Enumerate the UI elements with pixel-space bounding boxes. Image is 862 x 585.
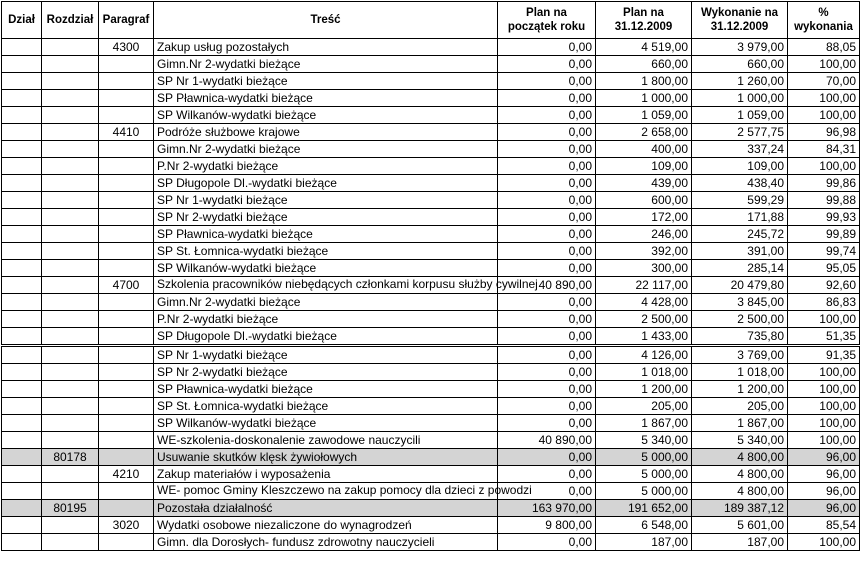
cell-wykonanie: 171,88 [692, 209, 788, 226]
table-row [2, 311, 860, 328]
cell-procent: 100,00 [788, 311, 860, 328]
cell-rozdzial [42, 73, 99, 90]
cell-rozdzial [42, 381, 99, 398]
table-row [2, 56, 860, 73]
cell-tresc: SP Nr 1-wydatki bieżące [154, 346, 498, 364]
cell-plan-start: 0,00 [498, 294, 596, 311]
header-paragraf: Paragraf [99, 2, 154, 39]
cell-wykonanie: 660,00 [692, 56, 788, 73]
table-row [2, 39, 860, 56]
cell-procent: 92,60 [788, 277, 860, 294]
cell-dzial [2, 346, 42, 364]
cell-wykonanie: 4 800,00 [692, 466, 788, 483]
cell-dzial [2, 517, 42, 534]
cell-procent: 100,00 [788, 415, 860, 432]
cell-wykonanie: 4 800,00 [692, 449, 788, 466]
cell-wykonanie: 1 867,00 [692, 415, 788, 432]
cell-plan-start: 0,00 [498, 483, 596, 500]
cell-rozdzial [42, 209, 99, 226]
cell-tresc: SP Pławnica-wydatki bieżące [154, 90, 498, 107]
cell-paragraf [99, 500, 154, 517]
cell-procent: 96,00 [788, 449, 860, 466]
cell-dzial [2, 39, 42, 56]
table-body [2, 39, 860, 551]
cell-procent: 100,00 [788, 107, 860, 124]
table-row [2, 124, 860, 141]
cell-rozdzial [42, 124, 99, 141]
cell-plan-start: 0,00 [498, 124, 596, 141]
cell-rozdzial [42, 260, 99, 277]
cell-procent: 96,98 [788, 124, 860, 141]
cell-wykonanie: 5 601,00 [692, 517, 788, 534]
cell-wykonanie: 189 387,12 [692, 500, 788, 517]
cell-tresc: SP Nr 1-wydatki bieżące [154, 192, 498, 209]
cell-plan-end: 191 652,00 [596, 500, 692, 517]
cell-rozdzial [42, 107, 99, 124]
cell-rozdzial [42, 56, 99, 73]
cell-tresc: Gimn.Nr 2-wydatki bieżące [154, 141, 498, 158]
table-row [2, 483, 860, 500]
cell-rozdzial [42, 39, 99, 56]
cell-tresc: SP Nr 2-wydatki bieżące [154, 364, 498, 381]
table-row [2, 328, 860, 346]
cell-wykonanie: 3 979,00 [692, 39, 788, 56]
cell-rozdzial: 80195 [42, 500, 99, 517]
cell-rozdzial [42, 398, 99, 415]
cell-paragraf [99, 328, 154, 346]
cell-procent: 88,05 [788, 39, 860, 56]
cell-plan-start: 0,00 [498, 364, 596, 381]
cell-tresc: Zakup materiałów i wyposażenia [154, 466, 498, 483]
cell-plan-end: 4 126,00 [596, 346, 692, 364]
cell-procent: 99,89 [788, 226, 860, 243]
cell-plan-end: 246,00 [596, 226, 692, 243]
cell-plan-start: 0,00 [498, 158, 596, 175]
cell-plan-start: 0,00 [498, 175, 596, 192]
cell-tresc: SP Wilkanów-wydatki bieżące [154, 260, 498, 277]
cell-rozdzial [42, 346, 99, 364]
cell-dzial [2, 311, 42, 328]
cell-procent: 95,05 [788, 260, 860, 277]
cell-rozdzial [42, 364, 99, 381]
cell-paragraf [99, 260, 154, 277]
cell-plan-start: 9 800,00 [498, 517, 596, 534]
cell-paragraf [99, 381, 154, 398]
cell-dzial [2, 398, 42, 415]
table-row [2, 209, 860, 226]
cell-procent: 84,31 [788, 141, 860, 158]
cell-tresc: SP St. Łomnica-wydatki bieżące [154, 243, 498, 260]
cell-procent: 100,00 [788, 381, 860, 398]
cell-plan-start: 0,00 [498, 141, 596, 158]
cell-plan-end: 5 000,00 [596, 466, 692, 483]
cell-dzial [2, 56, 42, 73]
cell-paragraf [99, 209, 154, 226]
cell-paragraf: 4210 [99, 466, 154, 483]
cell-tresc: SP Długopole Dl.-wydatki bieżące [154, 175, 498, 192]
cell-plan-end: 22 117,00 [596, 277, 692, 294]
cell-tresc: SP Nr 1-wydatki bieżące [154, 73, 498, 90]
cell-wykonanie: 245,72 [692, 226, 788, 243]
cell-wykonanie: 1 200,00 [692, 381, 788, 398]
cell-paragraf [99, 398, 154, 415]
cell-tresc: Wydatki osobowe niezaliczone do wynagrodzeń [154, 517, 498, 534]
cell-dzial [2, 415, 42, 432]
cell-plan-start: 0,00 [498, 226, 596, 243]
cell-plan-start: 0,00 [498, 107, 596, 124]
cell-procent: 100,00 [788, 364, 860, 381]
cell-plan-start: 0,00 [498, 381, 596, 398]
cell-plan-end: 1 867,00 [596, 415, 692, 432]
cell-wykonanie: 1 260,00 [692, 73, 788, 90]
cell-plan-start: 40 890,00 [498, 277, 596, 294]
header-wykonanie: Wykonanie na 31.12.2009 [692, 2, 788, 39]
cell-dzial [2, 466, 42, 483]
table-row [2, 277, 860, 294]
cell-plan-end: 400,00 [596, 141, 692, 158]
table-row [2, 73, 860, 90]
cell-plan-end: 5 340,00 [596, 432, 692, 449]
cell-paragraf [99, 294, 154, 311]
cell-wykonanie: 1 018,00 [692, 364, 788, 381]
cell-plan-start: 0,00 [498, 534, 596, 551]
cell-plan-start: 0,00 [498, 466, 596, 483]
cell-tresc: Szkolenia pracowników niebędących członkami korpusu służby cywilnej [154, 277, 498, 294]
cell-paragraf [99, 311, 154, 328]
cell-plan-end: 4 428,00 [596, 294, 692, 311]
table-row [2, 141, 860, 158]
cell-plan-end: 1 018,00 [596, 364, 692, 381]
cell-plan-start: 0,00 [498, 260, 596, 277]
cell-rozdzial [42, 415, 99, 432]
cell-tresc: SP St. Łomnica-wydatki bieżące [154, 398, 498, 415]
table-row [2, 449, 860, 466]
cell-wykonanie: 2 577,75 [692, 124, 788, 141]
cell-plan-start: 0,00 [498, 311, 596, 328]
cell-procent: 99,93 [788, 209, 860, 226]
cell-paragraf [99, 158, 154, 175]
table-row [2, 398, 860, 415]
table-row [2, 90, 860, 107]
table-row [2, 260, 860, 277]
cell-wykonanie: 109,00 [692, 158, 788, 175]
cell-wykonanie: 1 000,00 [692, 90, 788, 107]
table-row [2, 500, 860, 517]
cell-plan-end: 2 500,00 [596, 311, 692, 328]
cell-tresc: Gimn.Nr 2-wydatki bieżące [154, 294, 498, 311]
cell-dzial [2, 192, 42, 209]
cell-wykonanie: 187,00 [692, 534, 788, 551]
cell-procent: 96,00 [788, 500, 860, 517]
cell-tresc: Usuwanie skutków klęsk żywiołowych [154, 449, 498, 466]
cell-paragraf [99, 449, 154, 466]
cell-dzial [2, 141, 42, 158]
cell-tresc: Zakup usług pozostałych [154, 39, 498, 56]
cell-plan-start: 0,00 [498, 398, 596, 415]
cell-plan-end: 1 800,00 [596, 73, 692, 90]
cell-plan-start: 0,00 [498, 56, 596, 73]
cell-procent: 96,00 [788, 483, 860, 500]
cell-paragraf [99, 141, 154, 158]
cell-paragraf [99, 432, 154, 449]
cell-paragraf [99, 243, 154, 260]
cell-wykonanie: 5 340,00 [692, 432, 788, 449]
header-rozdzial: Rozdział [42, 2, 99, 39]
cell-dzial [2, 226, 42, 243]
cell-tresc: SP Nr 2-wydatki bieżące [154, 209, 498, 226]
cell-paragraf [99, 192, 154, 209]
cell-paragraf [99, 107, 154, 124]
cell-procent: 99,88 [788, 192, 860, 209]
cell-wykonanie: 1 059,00 [692, 107, 788, 124]
table-row [2, 364, 860, 381]
cell-tresc: Pozostała działalność [154, 500, 498, 517]
cell-wykonanie: 3 845,00 [692, 294, 788, 311]
cell-plan-start: 0,00 [498, 192, 596, 209]
cell-dzial [2, 73, 42, 90]
table-row [2, 226, 860, 243]
cell-procent: 96,00 [788, 466, 860, 483]
cell-procent: 70,00 [788, 73, 860, 90]
table-row [2, 534, 860, 551]
cell-plan-end: 187,00 [596, 534, 692, 551]
cell-plan-end: 1 059,00 [596, 107, 692, 124]
cell-plan-end: 2 658,00 [596, 124, 692, 141]
cell-plan-start: 0,00 [498, 209, 596, 226]
header-row [2, 2, 860, 39]
cell-plan-end: 172,00 [596, 209, 692, 226]
header-dzial: Dział [2, 2, 42, 39]
cell-plan-start: 0,00 [498, 243, 596, 260]
cell-rozdzial [42, 534, 99, 551]
cell-rozdzial: 80178 [42, 449, 99, 466]
cell-paragraf [99, 226, 154, 243]
cell-plan-start: 0,00 [498, 415, 596, 432]
cell-wykonanie: 2 500,00 [692, 311, 788, 328]
cell-tresc: WE-szkolenia-doskonalenie zawodowe nauczycili [154, 432, 498, 449]
cell-dzial [2, 294, 42, 311]
cell-plan-start: 0,00 [498, 39, 596, 56]
table-row [2, 294, 860, 311]
cell-paragraf [99, 346, 154, 364]
cell-paragraf [99, 534, 154, 551]
cell-plan-end: 109,00 [596, 158, 692, 175]
cell-procent: 100,00 [788, 534, 860, 551]
cell-wykonanie: 20 479,80 [692, 277, 788, 294]
cell-rozdzial [42, 483, 99, 500]
cell-plan-end: 660,00 [596, 56, 692, 73]
table-row [2, 466, 860, 483]
cell-tresc: Gimn.Nr 2-wydatki bieżące [154, 56, 498, 73]
cell-plan-start: 0,00 [498, 73, 596, 90]
cell-wykonanie: 3 769,00 [692, 346, 788, 364]
cell-tresc: Podróże służbowe krajowe [154, 124, 498, 141]
cell-dzial [2, 483, 42, 500]
table-row [2, 415, 860, 432]
cell-wykonanie: 205,00 [692, 398, 788, 415]
cell-plan-end: 1 200,00 [596, 381, 692, 398]
cell-tresc: P.Nr 2-wydatki bieżące [154, 311, 498, 328]
cell-rozdzial [42, 517, 99, 534]
cell-procent: 99,86 [788, 175, 860, 192]
cell-plan-start: 0,00 [498, 346, 596, 364]
header-plan-start: Plan na początek roku [498, 2, 596, 39]
table-row [2, 432, 860, 449]
cell-wykonanie: 337,24 [692, 141, 788, 158]
cell-plan-end: 4 519,00 [596, 39, 692, 56]
cell-plan-start: 0,00 [498, 328, 596, 346]
table-row [2, 192, 860, 209]
cell-plan-end: 5 000,00 [596, 449, 692, 466]
cell-dzial [2, 175, 42, 192]
cell-wykonanie: 4 800,00 [692, 483, 788, 500]
header-plan-end: Plan na 31.12.2009 [596, 2, 692, 39]
cell-plan-start: 0,00 [498, 90, 596, 107]
table-row [2, 346, 860, 364]
cell-rozdzial [42, 294, 99, 311]
cell-wykonanie: 599,29 [692, 192, 788, 209]
cell-rozdzial [42, 277, 99, 294]
cell-rozdzial [42, 141, 99, 158]
cell-tresc: SP Długopole Dl.-wydatki bieżące [154, 328, 498, 346]
cell-rozdzial [42, 175, 99, 192]
table-row [2, 243, 860, 260]
cell-plan-end: 439,00 [596, 175, 692, 192]
cell-procent: 100,00 [788, 432, 860, 449]
cell-dzial [2, 158, 42, 175]
cell-paragraf: 3020 [99, 517, 154, 534]
cell-procent: 91,35 [788, 346, 860, 364]
cell-dzial [2, 90, 42, 107]
table-row [2, 107, 860, 124]
cell-dzial [2, 364, 42, 381]
cell-paragraf: 4300 [99, 39, 154, 56]
cell-plan-end: 600,00 [596, 192, 692, 209]
cell-paragraf [99, 90, 154, 107]
cell-wykonanie: 285,14 [692, 260, 788, 277]
cell-dzial [2, 209, 42, 226]
header-tresc: Treść [154, 2, 498, 39]
cell-dzial [2, 260, 42, 277]
cell-procent: 100,00 [788, 398, 860, 415]
cell-wykonanie: 735,80 [692, 328, 788, 346]
cell-paragraf: 4410 [99, 124, 154, 141]
header-procent: % wykonania [788, 2, 860, 39]
cell-dzial [2, 449, 42, 466]
cell-plan-start: 163 970,00 [498, 500, 596, 517]
cell-plan-end: 6 548,00 [596, 517, 692, 534]
cell-plan-end: 300,00 [596, 260, 692, 277]
cell-tresc: P.Nr 2-wydatki bieżące [154, 158, 498, 175]
cell-rozdzial [42, 226, 99, 243]
cell-paragraf [99, 483, 154, 500]
cell-dzial [2, 124, 42, 141]
cell-rozdzial [42, 432, 99, 449]
cell-rozdzial [42, 243, 99, 260]
budget-table [1, 1, 860, 551]
cell-procent: 51,35 [788, 328, 860, 346]
cell-tresc: SP Pławnica-wydatki bieżące [154, 226, 498, 243]
cell-paragraf [99, 415, 154, 432]
cell-paragraf [99, 56, 154, 73]
cell-plan-end: 5 000,00 [596, 483, 692, 500]
cell-dzial [2, 277, 42, 294]
cell-dzial [2, 432, 42, 449]
cell-dzial [2, 534, 42, 551]
cell-wykonanie: 391,00 [692, 243, 788, 260]
cell-tresc: WE- pomoc Gminy Kleszczewo na zakup pomocy dla dzieci z powodzi [154, 483, 498, 500]
table-row [2, 517, 860, 534]
cell-plan-end: 392,00 [596, 243, 692, 260]
cell-rozdzial [42, 328, 99, 346]
table-row [2, 175, 860, 192]
cell-plan-start: 0,00 [498, 449, 596, 466]
cell-procent: 85,54 [788, 517, 860, 534]
table-row [2, 158, 860, 175]
cell-plan-end: 1 000,00 [596, 90, 692, 107]
table-row [2, 381, 860, 398]
cell-wykonanie: 438,40 [692, 175, 788, 192]
cell-rozdzial [42, 466, 99, 483]
cell-tresc: SP Wilkanów-wydatki bieżące [154, 107, 498, 124]
cell-procent: 86,83 [788, 294, 860, 311]
cell-paragraf [99, 73, 154, 90]
cell-plan-start: 40 890,00 [498, 432, 596, 449]
cell-procent: 99,74 [788, 243, 860, 260]
cell-rozdzial [42, 192, 99, 209]
cell-tresc: SP Pławnica-wydatki bieżące [154, 381, 498, 398]
cell-rozdzial [42, 158, 99, 175]
cell-dzial [2, 107, 42, 124]
cell-tresc: Gimn. dla Dorosłych- fundusz zdrowotny nauczycieli [154, 534, 498, 551]
cell-dzial [2, 381, 42, 398]
cell-dzial [2, 328, 42, 346]
cell-procent: 100,00 [788, 158, 860, 175]
cell-paragraf [99, 175, 154, 192]
cell-plan-end: 1 433,00 [596, 328, 692, 346]
cell-rozdzial [42, 311, 99, 328]
cell-rozdzial [42, 90, 99, 107]
cell-paragraf: 4700 [99, 277, 154, 294]
cell-dzial [2, 500, 42, 517]
cell-plan-end: 205,00 [596, 398, 692, 415]
cell-procent: 100,00 [788, 56, 860, 73]
cell-tresc: SP Wilkanów-wydatki bieżące [154, 415, 498, 432]
cell-dzial [2, 243, 42, 260]
cell-paragraf [99, 364, 154, 381]
cell-procent: 100,00 [788, 90, 860, 107]
